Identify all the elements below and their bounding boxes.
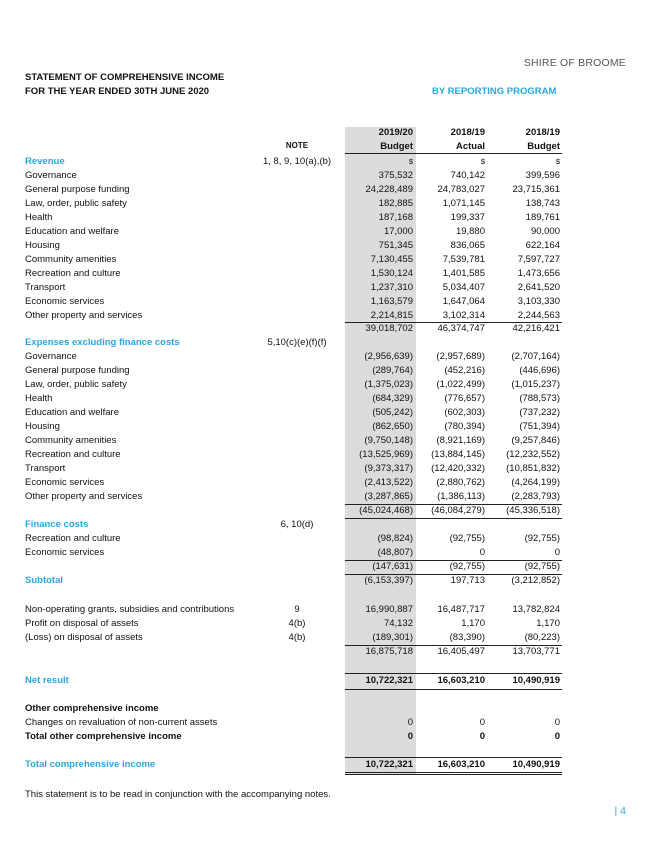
table-row bbox=[25, 702, 567, 716]
row-value-v3: (1,015,237) bbox=[511, 379, 560, 390]
row-value-v3: 90,000 bbox=[530, 226, 560, 237]
row-value-v2: 19,880 bbox=[455, 226, 485, 237]
row-value-v1: (3,287,865) bbox=[364, 491, 413, 502]
row-label: Transport bbox=[25, 282, 66, 293]
row-label: Other property and services bbox=[25, 310, 143, 321]
table-row bbox=[25, 155, 567, 169]
row-value-v3: 138,743 bbox=[525, 198, 560, 209]
row-label: Total comprehensive income bbox=[25, 759, 156, 770]
row-label: Other property and services bbox=[25, 491, 143, 502]
row-value-v2: 836,065 bbox=[450, 240, 485, 251]
row-label: Economic services bbox=[25, 547, 105, 558]
table-row bbox=[25, 378, 567, 392]
row-value-v3: (92,755) bbox=[524, 561, 560, 572]
row-value-v1: (13,525,969) bbox=[359, 449, 413, 460]
row-value-v3: (788,573) bbox=[519, 393, 560, 404]
row-value-v2: (1,022,499) bbox=[436, 379, 485, 390]
row-value-v2: 1,170 bbox=[461, 618, 485, 629]
row-value-v3: (2,283,793) bbox=[511, 491, 560, 502]
row-value-v1: (505,242) bbox=[372, 407, 413, 418]
table-row bbox=[25, 716, 567, 730]
table-row bbox=[25, 211, 567, 225]
table-row bbox=[25, 350, 567, 364]
row-label: Housing bbox=[25, 421, 60, 432]
row-label: Education and welfare bbox=[25, 226, 120, 237]
table-row bbox=[25, 532, 567, 546]
column-header-2019-20-year: 2019/20 bbox=[378, 127, 413, 138]
row-value-v2: 16,405,497 bbox=[437, 646, 485, 657]
finance-total-rule-bottom bbox=[345, 574, 562, 575]
row-label: Law, order, public safety bbox=[25, 379, 127, 390]
row-value-v2: (776,657) bbox=[444, 393, 485, 404]
row-label: Community amenities bbox=[25, 435, 117, 446]
table-row bbox=[25, 253, 567, 267]
row-value-v3: (446,696) bbox=[519, 365, 560, 376]
row-value-v3: 13,782,824 bbox=[512, 604, 560, 615]
row-value-v2: (8,921,169) bbox=[436, 435, 485, 446]
row-value-v2: 46,374,747 bbox=[437, 323, 485, 334]
row-value-v3: 1,170 bbox=[536, 618, 560, 629]
table-row bbox=[25, 281, 567, 295]
table-row bbox=[25, 462, 567, 476]
non-operating-total-rule-top bbox=[345, 645, 562, 646]
table-row bbox=[25, 420, 567, 434]
row-value-v3: (737,232) bbox=[519, 407, 560, 418]
row-value-v2: 1,071,145 bbox=[442, 198, 485, 209]
row-label: (Loss) on disposal of assets bbox=[25, 632, 143, 643]
row-value-v2: 7,539,781 bbox=[442, 254, 485, 265]
total-comprehensive-rule-double bbox=[345, 774, 562, 775]
table-row bbox=[25, 392, 567, 406]
row-value-v2: (12,420,332) bbox=[431, 463, 485, 474]
row-value-v1: 187,168 bbox=[378, 212, 413, 223]
row-value-v1: 751,345 bbox=[378, 240, 413, 251]
statement-title: STATEMENT OF COMPREHENSIVE INCOME bbox=[25, 72, 225, 83]
table-row bbox=[25, 322, 567, 336]
row-value-v1: (2,413,522) bbox=[364, 477, 413, 488]
row-value-v1: (98,824) bbox=[377, 533, 413, 544]
row-value-v3: (2,707,164) bbox=[511, 351, 560, 362]
row-value-v1: (289,764) bbox=[372, 365, 413, 376]
row-value-v1: (189,301) bbox=[372, 632, 413, 643]
shire-name: SHIRE OF BROOME bbox=[523, 57, 626, 69]
row-value-v3: 2,641,520 bbox=[517, 282, 560, 293]
net-result-rule-top bbox=[345, 673, 562, 674]
row-value-v1: (45,024,468) bbox=[359, 505, 413, 516]
row-value-v3: (92,755) bbox=[524, 533, 560, 544]
row-value-v3: 622,164 bbox=[525, 240, 560, 251]
table-row bbox=[25, 546, 567, 560]
row-value-v3: $ bbox=[555, 157, 560, 166]
row-value-v1: 16,990,887 bbox=[365, 604, 413, 615]
row-value-v2: 0 bbox=[479, 717, 485, 728]
row-label: Other comprehensive income bbox=[25, 703, 159, 714]
row-note: 4(b) bbox=[288, 618, 306, 629]
table-row bbox=[25, 560, 567, 574]
row-label: Net result bbox=[25, 675, 69, 686]
row-value-v2: (83,390) bbox=[449, 632, 485, 643]
row-value-v2: (2,957,689) bbox=[436, 351, 485, 362]
column-header-2018-19-actual-year: 2018/19 bbox=[450, 127, 485, 138]
row-label: Profit on disposal of assets bbox=[25, 618, 139, 629]
table-row bbox=[25, 225, 567, 239]
row-value-v3: (751,394) bbox=[519, 421, 560, 432]
table-row bbox=[25, 758, 567, 772]
table-row bbox=[25, 364, 567, 378]
row-value-v3: (10,851,832) bbox=[506, 463, 560, 474]
table-row bbox=[25, 645, 567, 659]
table-row bbox=[25, 239, 567, 253]
row-value-v1: 0 bbox=[407, 731, 413, 742]
row-label: Economic services bbox=[25, 477, 105, 488]
column-header-actual: Actual bbox=[455, 141, 485, 152]
row-label: General purpose funding bbox=[25, 184, 130, 195]
row-note: 1, 8, 9, 10(a),(b) bbox=[262, 156, 332, 167]
row-value-v1: (2,956,639) bbox=[364, 351, 413, 362]
row-label: Education and welfare bbox=[25, 407, 120, 418]
column-header-note: NOTE bbox=[285, 141, 309, 150]
row-label: Transport bbox=[25, 463, 66, 474]
row-value-v2: (780,394) bbox=[444, 421, 485, 432]
row-value-v1: (48,807) bbox=[377, 547, 413, 558]
row-value-v3: 13,703,771 bbox=[512, 646, 560, 657]
row-label: Finance costs bbox=[25, 519, 89, 530]
row-value-v2: 24,783,027 bbox=[437, 184, 485, 195]
row-value-v1: 375,532 bbox=[378, 170, 413, 181]
table-row bbox=[25, 617, 567, 631]
row-value-v1: (684,329) bbox=[372, 393, 413, 404]
row-label: Non-operating grants, subsidies and contributions bbox=[25, 604, 235, 615]
row-value-v1: 1,163,579 bbox=[370, 296, 413, 307]
row-value-v1: 7,130,455 bbox=[370, 254, 413, 265]
row-value-v2: (92,755) bbox=[449, 533, 485, 544]
row-value-v2: 3,102,314 bbox=[442, 310, 485, 321]
expenses-total-rule-bottom bbox=[345, 518, 562, 519]
row-value-v1: 17,000 bbox=[383, 226, 413, 237]
total-comprehensive-rule-top bbox=[345, 757, 562, 758]
row-note: 9 bbox=[294, 604, 300, 615]
row-value-v3: (9,257,846) bbox=[511, 435, 560, 446]
column-header-budget-prior: Budget bbox=[527, 141, 560, 152]
row-label: Community amenities bbox=[25, 254, 117, 265]
row-label: Housing bbox=[25, 240, 60, 251]
header-underline bbox=[345, 153, 562, 154]
row-label: Governance bbox=[25, 351, 77, 362]
row-value-v3: 42,216,421 bbox=[512, 323, 560, 334]
row-value-v3: (3,212,852) bbox=[511, 575, 560, 586]
column-header-2018-19-budget-year: 2018/19 bbox=[525, 127, 560, 138]
row-value-v2: 16,603,210 bbox=[437, 675, 485, 686]
finance-total-rule-top bbox=[345, 560, 562, 561]
table-row bbox=[25, 574, 567, 588]
row-value-v2: 0 bbox=[479, 547, 485, 558]
row-value-v1: 10,722,321 bbox=[365, 675, 413, 686]
row-value-v1: 74,132 bbox=[383, 618, 413, 629]
total-comprehensive-rule-bottom bbox=[345, 772, 562, 773]
table-row bbox=[25, 295, 567, 309]
footnote: This statement is to be read in conjunction with the accompanying notes. bbox=[25, 789, 331, 800]
row-value-v2: (452,216) bbox=[444, 365, 485, 376]
row-value-v1: (1,375,023) bbox=[364, 379, 413, 390]
row-value-v1: 16,875,718 bbox=[365, 646, 413, 657]
row-label: Subtotal bbox=[25, 575, 63, 586]
row-value-v1: (147,631) bbox=[372, 561, 413, 572]
row-label: General purpose funding bbox=[25, 365, 130, 376]
row-value-v3: (12,232,552) bbox=[506, 449, 560, 460]
row-value-v2: (92,755) bbox=[449, 561, 485, 572]
row-label: Economic services bbox=[25, 296, 105, 307]
row-value-v1: 0 bbox=[407, 717, 413, 728]
row-value-v3: 1,473,656 bbox=[517, 268, 560, 279]
row-value-v2: (1,386,113) bbox=[437, 491, 485, 502]
page-number: | 4 bbox=[614, 805, 626, 817]
row-label: Recreation and culture bbox=[25, 449, 121, 460]
row-value-v3: 189,761 bbox=[525, 212, 560, 223]
row-value-v2: 16,487,717 bbox=[437, 604, 485, 615]
row-label: Recreation and culture bbox=[25, 533, 121, 544]
row-value-v1: 1,530,124 bbox=[370, 268, 413, 279]
row-label: Law, order, public safety bbox=[25, 198, 127, 209]
table-row bbox=[25, 267, 567, 281]
row-label: Changes on revaluation of non-current assets bbox=[25, 717, 218, 728]
row-value-v2: $ bbox=[480, 157, 485, 166]
net-result-rule-bottom bbox=[345, 689, 562, 690]
row-value-v3: 23,715,361 bbox=[512, 184, 560, 195]
row-value-v1: 2,214,815 bbox=[370, 310, 413, 321]
row-value-v3: 0 bbox=[554, 547, 560, 558]
table-row bbox=[25, 518, 567, 532]
row-value-v3: 3,103,330 bbox=[517, 296, 560, 307]
row-value-v3: 0 bbox=[554, 717, 560, 728]
row-note: 5,10(c)(e)(f)(f) bbox=[267, 337, 327, 348]
row-value-v1: (6,153,397) bbox=[364, 575, 413, 586]
row-label: Total other comprehensive income bbox=[25, 731, 182, 742]
row-value-v1: 10,722,321 bbox=[365, 759, 413, 770]
row-value-v3: 2,244,563 bbox=[517, 310, 560, 321]
row-label: Revenue bbox=[25, 156, 65, 167]
row-value-v2: 0 bbox=[479, 731, 485, 742]
revenue-total-rule bbox=[345, 322, 562, 323]
table-row bbox=[25, 631, 567, 645]
row-value-v3: 7,597,727 bbox=[517, 254, 560, 265]
row-value-v3: 399,596 bbox=[525, 170, 560, 181]
table-row bbox=[25, 309, 567, 323]
row-value-v2: 197,713 bbox=[450, 575, 485, 586]
row-value-v2: 1,647,064 bbox=[442, 296, 485, 307]
table-row bbox=[25, 169, 567, 183]
row-value-v3: 10,490,919 bbox=[512, 675, 560, 686]
row-value-v3: (45,336,518) bbox=[506, 505, 560, 516]
row-value-v1: (9,373,317) bbox=[364, 463, 413, 474]
expenses-total-rule-top bbox=[345, 504, 562, 505]
row-value-v1: $ bbox=[408, 157, 413, 166]
row-note: 6, 10(d) bbox=[280, 519, 314, 530]
table-row bbox=[25, 406, 567, 420]
row-value-v1: 39,018,702 bbox=[365, 323, 413, 334]
column-header-budget: Budget bbox=[380, 141, 413, 152]
table-row bbox=[25, 490, 567, 504]
row-label: Health bbox=[25, 212, 53, 223]
table-row bbox=[25, 434, 567, 448]
row-value-v2: (13,884,145) bbox=[431, 449, 485, 460]
row-value-v3: (4,264,199) bbox=[511, 477, 560, 488]
row-value-v1: (862,650) bbox=[372, 421, 413, 432]
reporting-program-label: BY REPORTING PROGRAM bbox=[432, 86, 557, 97]
row-note: 4(b) bbox=[288, 632, 306, 643]
row-value-v2: (2,880,762) bbox=[436, 477, 485, 488]
table-row bbox=[25, 448, 567, 462]
table-row bbox=[25, 183, 567, 197]
statement-period: FOR THE YEAR ENDED 30TH JUNE 2020 bbox=[25, 86, 210, 97]
table-row bbox=[25, 504, 567, 518]
table-row bbox=[25, 336, 567, 350]
table-row bbox=[25, 476, 567, 490]
row-value-v2: (46,084,279) bbox=[431, 505, 485, 516]
row-value-v2: (602,303) bbox=[444, 407, 485, 418]
row-value-v2: 16,603,210 bbox=[437, 759, 485, 770]
table-row bbox=[25, 197, 567, 211]
row-value-v2: 1,401,585 bbox=[442, 268, 485, 279]
row-value-v2: 740,142 bbox=[450, 170, 485, 181]
row-label: Expenses excluding finance costs bbox=[25, 337, 180, 348]
row-value-v3: 10,490,919 bbox=[512, 759, 560, 770]
row-label: Recreation and culture bbox=[25, 268, 121, 279]
table-row bbox=[25, 674, 567, 688]
row-value-v1: 1,237,310 bbox=[370, 282, 413, 293]
row-value-v3: 0 bbox=[554, 731, 560, 742]
table-row bbox=[25, 603, 567, 617]
row-value-v1: (9,750,148) bbox=[364, 435, 413, 446]
row-value-v2: 199,337 bbox=[450, 212, 485, 223]
row-value-v1: 182,885 bbox=[378, 198, 413, 209]
row-value-v2: 5,034,407 bbox=[442, 282, 485, 293]
row-value-v3: (80,223) bbox=[524, 632, 560, 643]
row-label: Health bbox=[25, 393, 53, 404]
row-value-v1: 24,228,489 bbox=[365, 184, 413, 195]
row-label: Governance bbox=[25, 170, 77, 181]
table-row bbox=[25, 730, 567, 744]
